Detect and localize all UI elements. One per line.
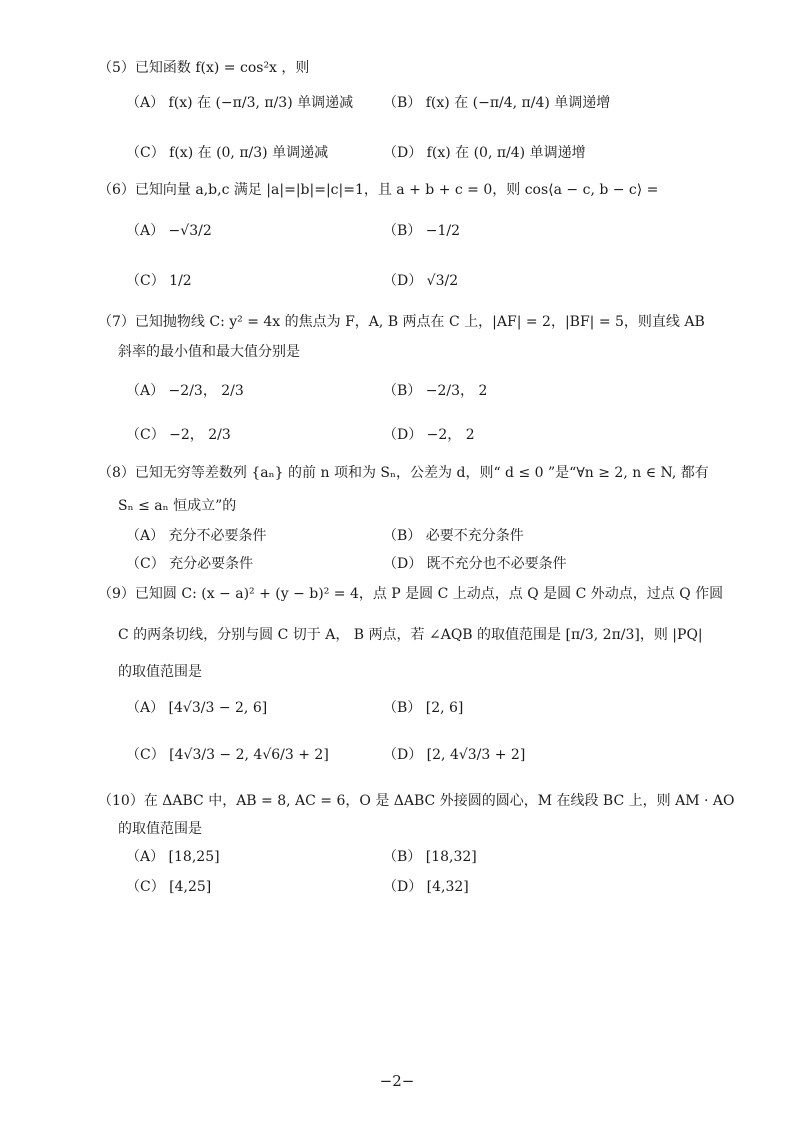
question-10-option-b: （B） [18,32] <box>383 849 477 865</box>
question-9-option-c: （C） [4√3/3 − 2, 4√6/3 + 2] <box>126 747 329 763</box>
question-7-option-c: （C） −2， 2/3 <box>126 427 231 443</box>
question-10-option-a: （A） [18,25] <box>126 849 220 865</box>
question-5-option-b: （B） f(x) 在 (−π/4, π/4) 单调递增 <box>383 95 611 111</box>
question-7-option-d: （D） −2， 2 <box>383 427 475 443</box>
question-9-stem: （9）已知圆 C: (x − a)² + (y − b)² = 4，点 P 是圆 C 上动点，点 Q 是圆 C 外动点，过点 Q 作圆 <box>98 586 724 602</box>
question-6-stem: （6）已知向量 a,b,c 满足 |a|=|b|=|c|=1，且 a + b + c = 0，则 cos⟨a − c, b − c⟩ = <box>98 182 659 198</box>
question-6-option-a: （A） −√3/2 <box>126 223 212 239</box>
question-10-continuation: 的取值范围是 <box>118 821 202 837</box>
question-7-option-a: （A） −2/3， 2/3 <box>126 383 244 399</box>
question-8-continuation: Sₙ ≤ aₙ 恒成立”的 <box>118 498 237 514</box>
question-10-option-d: （D） [4,32] <box>383 879 469 895</box>
question-5-stem: （5）已知函数 f(x) = cos²x ，则 <box>98 60 310 76</box>
question-6-option-b: （B） −1/2 <box>383 223 460 239</box>
question-9-continuation-2: 的取值范围是 <box>118 664 202 680</box>
question-8-stem: （8）已知无穷等差数列 {aₙ} 的前 n 项和为 Sₙ，公差为 d，则“ d ≤ 0 ”是“∀n ≥ 2, n ∈ N, 都有 <box>98 465 709 481</box>
question-9-continuation-1: C 的两条切线，分别与圆 C 切于 A， B 两点，若 ∠AQB 的取值范围是 [π/3, 2π/3]，则 |PQ| <box>118 627 703 643</box>
question-5-option-a: （A） f(x) 在 (−π/3, π/3) 单调递减 <box>126 95 354 111</box>
question-8-option-d: （D） 既不充分也不必要条件 <box>383 556 567 572</box>
question-9-option-a: （A） [4√3/3 − 2, 6] <box>126 700 268 716</box>
page-number: −2− <box>379 1072 415 1090</box>
question-5-option-c: （C） f(x) 在 (0, π/3) 单调递减 <box>126 145 329 161</box>
question-8-option-c: （C） 充分必要条件 <box>126 556 254 572</box>
question-5-option-d: （D） f(x) 在 (0, π/4) 单调递增 <box>383 145 586 161</box>
question-6-option-c: （C） 1/2 <box>126 273 192 289</box>
question-10-option-c: （C） [4,25] <box>126 879 212 895</box>
question-6-option-d: （D） √3/2 <box>383 273 459 289</box>
question-7-stem: （7）已知抛物线 C: y² = 4x 的焦点为 F，A, B 两点在 C 上，|AF| = 2，|BF| = 5，则直线 AB <box>98 314 705 330</box>
question-7-continuation: 斜率的最小值和最大值分别是 <box>118 344 300 360</box>
question-10-stem: （10）在 ΔABC 中，AB = 8, AC = 6，O 是 ΔABC 外接圆的圆心，M 在线段 BC 上，则 AM · AO <box>98 793 735 809</box>
question-7-option-b: （B） −2/3， 2 <box>383 383 488 399</box>
question-8-option-b: （B） 必要不充分条件 <box>383 528 524 544</box>
question-9-option-d: （D） [2, 4√3/3 + 2] <box>383 747 526 763</box>
question-9-option-b: （B） [2, 6] <box>383 700 464 716</box>
question-8-option-a: （A） 充分不必要条件 <box>126 528 267 544</box>
